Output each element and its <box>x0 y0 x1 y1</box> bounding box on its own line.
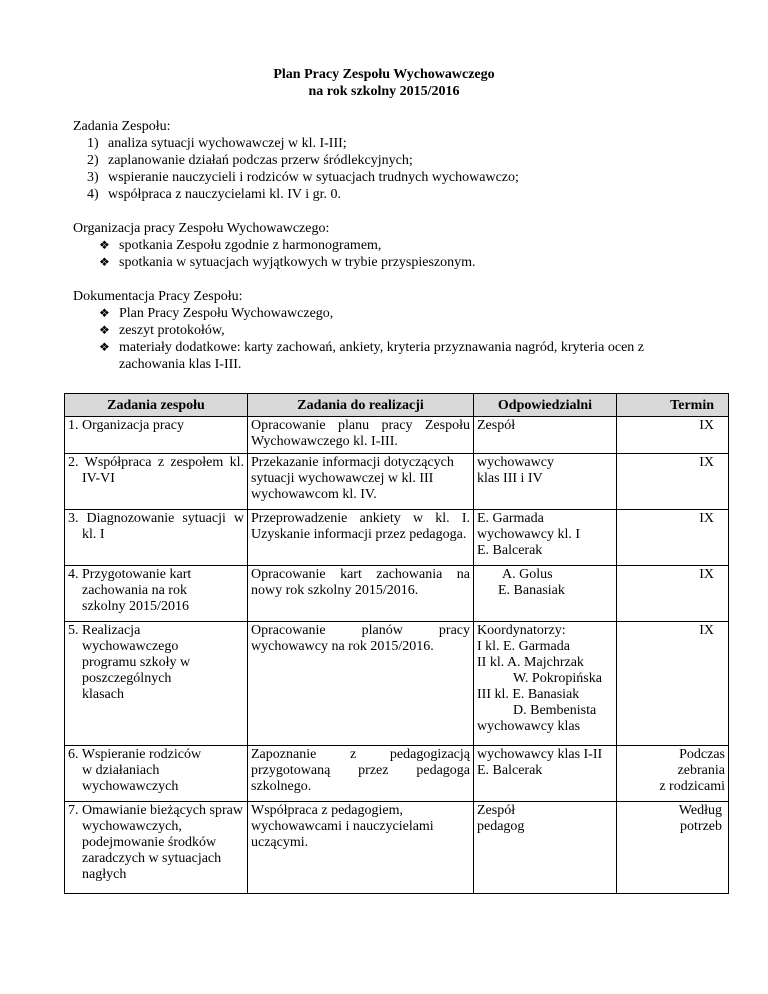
documentation-section <box>73 288 723 373</box>
tasks-heading: Zadania Zespołu: <box>73 119 171 134</box>
header-responsible: Odpowiedzialni <box>474 394 617 417</box>
organization-section <box>73 220 723 271</box>
cell-todo: Opracowanie kart zachowania na nowy rok szkolny 2015/2016. <box>248 566 474 622</box>
table-row <box>65 417 729 454</box>
cell-todo: Opracowanie planów pracy wychowawcy na rok 2015/2016. <box>248 622 474 746</box>
cell-responsible: Koordynatorzy: I kl. E. Garmada II kl. A. Majchrzak W. Pokropińska III kl. E. Banasiak D. Bembenista wychowawcy klas <box>474 622 617 746</box>
table-row <box>65 802 729 894</box>
header-tasks: Zadania zespołu <box>65 394 248 417</box>
header-todo: Zadania do realizacji <box>248 394 474 417</box>
cell-task: 7. Omawianie bieżących spraw wychowawczych, podejmowanie środków zaradczych w sytuacjach nagłych <box>65 802 248 894</box>
header-term: Termin <box>617 394 729 417</box>
cell-task: 4. Przygotowanie kart zachowania na rok szkolny 2015/2016 <box>65 566 248 622</box>
cell-responsible: A. Golus E. Banasiak <box>474 566 617 622</box>
cell-term: IX <box>617 622 729 746</box>
list-item: 4) współpraca z nauczycielami kl. IV i gr. 0. <box>87 187 341 202</box>
cell-todo: Współpraca z pedagogiem, wychowawcami i nauczycielami uczącymi. <box>248 802 474 894</box>
list-item: 2) zaplanowanie działań podczas przerw śródlekcyjnych; <box>87 153 413 168</box>
cell-responsible: Zespół <box>474 417 617 454</box>
table-row <box>65 510 729 566</box>
cell-todo: Opracowanie planu pracy Zespołu Wychowawczego kl. I-III. <box>248 417 474 454</box>
list-item: ❖ materiały dodatkowe: karty zachowań, ankiety, kryteria przyznawania nagród, kryteria ocen z zachowania klas I-III. <box>99 340 645 372</box>
documentation-heading: Dokumentacja Pracy Zespołu: <box>73 289 243 304</box>
title-line-2: na rok szkolny 2015/2016 <box>308 84 460 99</box>
title-line-1: Plan Pracy Zespołu Wychowawczego <box>273 67 495 82</box>
diamond-bullet-icon: ❖ <box>99 323 110 337</box>
cell-task: 5. Realizacja wychowawczego programu szkoły w poszczególnych klasach <box>65 622 248 746</box>
cell-responsible: wychowawcy klas III i IV <box>474 454 617 510</box>
table-row <box>65 454 729 510</box>
cell-task: 2. Współpraca z zespołem kl. IV-VI <box>65 454 248 510</box>
cell-task: 6. Wspieranie rodziców w działaniach wychowawczych <box>65 746 248 802</box>
plan-table <box>64 393 729 894</box>
diamond-bullet-icon: ❖ <box>99 238 110 252</box>
table-row <box>65 622 729 746</box>
list-item: ❖ spotkania Zespołu zgodnie z harmonogramem, <box>99 238 382 253</box>
cell-todo: Przeprowadzenie ankiety w kl. I. Uzyskanie informacji przez pedagoga. <box>248 510 474 566</box>
cell-responsible: Zespół pedagog <box>474 802 617 894</box>
diamond-bullet-icon: ❖ <box>99 255 110 269</box>
documentation-list <box>73 305 723 373</box>
tasks-section <box>73 118 723 203</box>
cell-term: IX <box>617 454 729 510</box>
diamond-bullet-icon: ❖ <box>99 340 110 354</box>
cell-term: IX <box>617 417 729 454</box>
cell-task: 1. Organizacja pracy <box>65 417 248 454</box>
list-item: 1) analiza sytuacji wychowawczej w kl. I-III; <box>87 136 347 151</box>
cell-term: IX <box>617 510 729 566</box>
cell-term: IX <box>617 566 729 622</box>
list-item: 3) wspieranie nauczycieli i rodziców w sytuacjach trudnych wychowawczo; <box>87 170 519 185</box>
list-item: ❖ Plan Pracy Zespołu Wychowawczego, <box>99 306 334 321</box>
table-row <box>65 566 729 622</box>
list-item: ❖ spotkania w sytuacjach wyjątkowych w trybie przyspieszonym. <box>99 255 476 270</box>
list-item: ❖ zeszyt protokołów, <box>99 323 225 338</box>
cell-responsible: wychowawcy klas I-II E. Balcerak <box>474 746 617 802</box>
cell-todo: Zapoznanie z pedagogizacją przygotowaną przez pedagoga szkolnego. <box>248 746 474 802</box>
cell-term: Podczas zebrania z rodzicami <box>617 746 729 802</box>
tasks-list <box>73 135 723 203</box>
page-title <box>0 66 768 100</box>
cell-responsible: E. Garmada wychowawcy kl. I E. Balcerak <box>474 510 617 566</box>
organization-heading: Organizacja pracy Zespołu Wychowawczego: <box>73 221 330 236</box>
table-header-row <box>65 394 729 417</box>
organization-list <box>73 237 723 271</box>
cell-term: Według potrzeb <box>617 802 729 894</box>
diamond-bullet-icon: ❖ <box>99 306 110 320</box>
cell-task: 3. Diagnozowanie sytuacji w kl. I <box>65 510 248 566</box>
cell-todo: Przekazanie informacji dotyczących sytuacji wychowawczej w kl. III wychowawcom kl. IV. <box>248 454 474 510</box>
table-row <box>65 746 729 802</box>
